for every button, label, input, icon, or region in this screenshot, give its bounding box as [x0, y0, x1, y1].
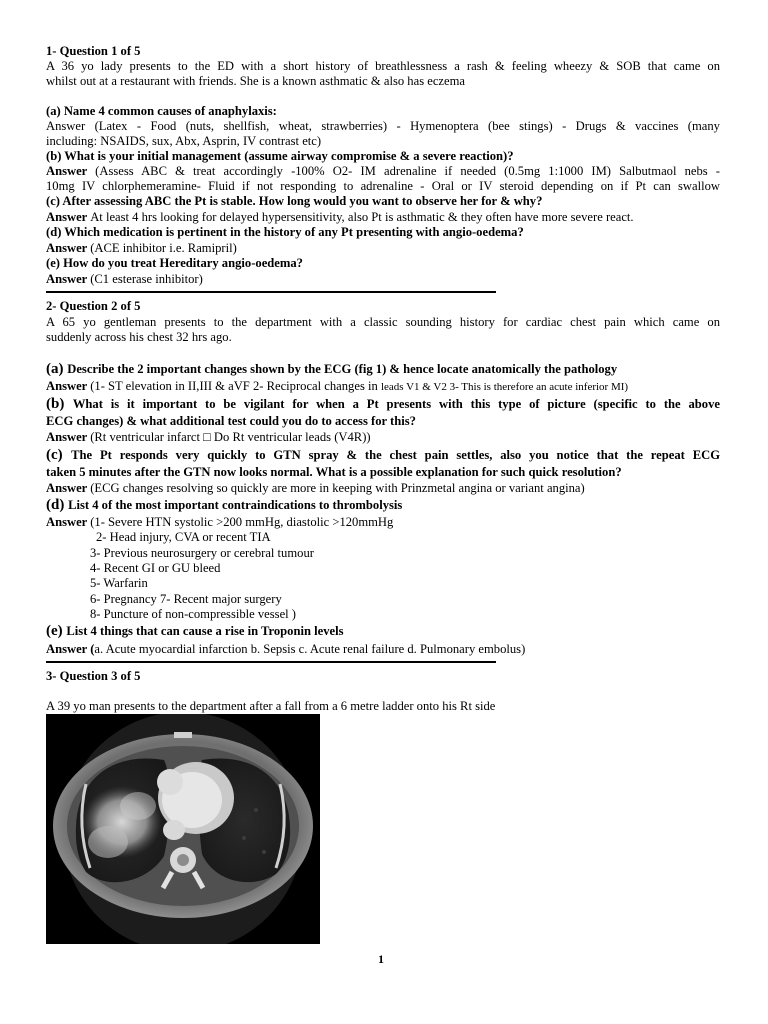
q2b-answer: Answer (Rt ventricular infarct □ Do Rt ventricular leads (V4R)): [46, 430, 371, 444]
answer-label: Answer: [46, 119, 95, 133]
q1c-answer: Answer At least 4 hrs looking for delayed hypersensitivity, also Pt is asthmatic & they often have more severe react.: [46, 210, 634, 224]
q1a-answer-line-2: including: NSAIDS, sux, Abx, Asprin, IV contrast etc): [46, 134, 322, 148]
q2a-question: (a) Describe the 2 important changes shown by the ECG (fig 1) & hence locate anatomically the pathology: [46, 361, 618, 377]
q2d-question: (d) List 4 of the most important contraindications to thrombolysis: [46, 497, 403, 513]
q2d-answer-item-7: 8- Puncture of non-compressible vessel ): [90, 607, 296, 621]
answer-label: Answer: [46, 379, 91, 393]
answer-label: Answer: [46, 481, 91, 495]
q1-intro-line-1: A 36 yo lady presents to the ED with a short history of breathlessness a rash & feeling wheezy & SOB that came on: [46, 59, 720, 73]
section-divider: [46, 661, 496, 663]
answer-label: Answer: [46, 430, 91, 444]
q2d-answer-item-5: 5- Warfarin: [90, 576, 148, 590]
section-divider: [46, 291, 496, 293]
q2-heading: 2- Question 2 of 5: [46, 299, 141, 313]
q1-intro-line-2: whilst out at a restaurant with friends. She is a known asthmatic & also has eczema: [46, 74, 465, 88]
q1a-answer-line-1: Answer (Latex - Food (nuts, shellfish, wheat, strawberries) - Hymenoptera (bee stings) - Drugs & vaccines (many: [46, 119, 720, 133]
ct-scan-image: [46, 714, 320, 944]
q3-heading: 3- Question 3 of 5: [46, 669, 141, 683]
q2e-answer: Answer (a. Acute myocardial infarction b. Sepsis c. Acute renal failure d. Pulmonary embolus): [46, 642, 526, 656]
q2e-question: (e) List 4 things that can cause a rise in Troponin levels: [46, 623, 344, 639]
q1b-question: (b) What is your initial management (assume airway compromise & a severe reaction)?: [46, 149, 514, 163]
q1c-question: (c) After assessing ABC the Pt is stable. How long would you want to observe her for & why?: [46, 194, 543, 208]
page-number: 1: [378, 952, 384, 966]
q2d-answer-item-6: 6- Pregnancy 7- Recent major surgery: [90, 592, 282, 606]
q2d-answer-item-3: 3- Previous neurosurgery or cerebral tumour: [90, 546, 314, 560]
answer-label: Answer: [46, 210, 91, 224]
q1e-question: (e) How do you treat Hereditary angio-oedema?: [46, 256, 303, 270]
q2d-answer-item-2: 2- Head injury, CVA or recent TIA: [96, 530, 271, 544]
q2-intro-line-1: A 65 yo gentleman presents to the department with a classic sounding history for cardiac chest pain which came on: [46, 315, 720, 329]
answer-label: Answer: [46, 642, 91, 656]
answer-label: Answer: [46, 241, 91, 255]
q1b-answer-line-1: Answer (Assess ABC & treat accordingly -100% O2- IM adrenaline if needed (0.5mg 1:1000 IM) Salbutmaol nebs -: [46, 164, 720, 178]
q2a-answer: Answer (1- ST elevation in II,III & aVF 2- Reciprocal changes in leads V1 & V2 3- This is therefore an acute inferior MI): [46, 379, 629, 393]
q2c-question-line-2: taken 5 minutes after the GTN now looks normal. What is a possible explanation for such quick resolution?: [46, 465, 622, 479]
q1a-question: (a) Name 4 common causes of anaphylaxis:: [46, 104, 277, 118]
q2b-question-line-2: ECG changes) & what additional test could you do to access for this?: [46, 414, 416, 428]
answer-label: Answer: [46, 272, 91, 286]
q2d-answer-item-1: Answer (1- Severe HTN systolic >200 mmHg, diastolic >120mmHg: [46, 515, 394, 529]
q3-intro: A 39 yo man presents to the department after a fall from a 6 metre ladder onto his Rt side: [46, 699, 496, 713]
q2c-answer: Answer (ECG changes resolving so quickly are more in keeping with Prinzmetal angina or variant angina): [46, 481, 585, 495]
q1d-answer: Answer (ACE inhibitor i.e. Ramipril): [46, 241, 237, 255]
q1b-answer-line-2: 10mg IV chlorphemeramine- Fluid if not responding to adrenaline - Oral or IV steroid depending on if Pt can swallow: [46, 179, 720, 193]
q2b-question-line-1: (b) What is it important to be vigilant for when a Pt presents with this type of picture (specific to the above: [46, 396, 720, 412]
answer-label: Answer: [46, 164, 96, 178]
answer-label: Answer: [46, 515, 91, 529]
q2c-question-line-1: (c) The Pt responds very quickly to GTN spray & the chest pain settles, also you notice that the repeat ECG: [46, 447, 720, 463]
q2d-answer-item-4: 4- Recent GI or GU bleed: [90, 561, 221, 575]
q1e-answer: Answer (C1 esterase inhibitor): [46, 272, 203, 286]
q2-intro-line-2: suddenly across his chest 32 hrs ago.: [46, 330, 232, 344]
q1d-question: (d) Which medication is pertinent in the history of any Pt presenting with angio-oedema?: [46, 225, 524, 239]
q1-heading: 1- Question 1 of 5: [46, 44, 141, 58]
ct-scan-drawing: [46, 714, 320, 944]
